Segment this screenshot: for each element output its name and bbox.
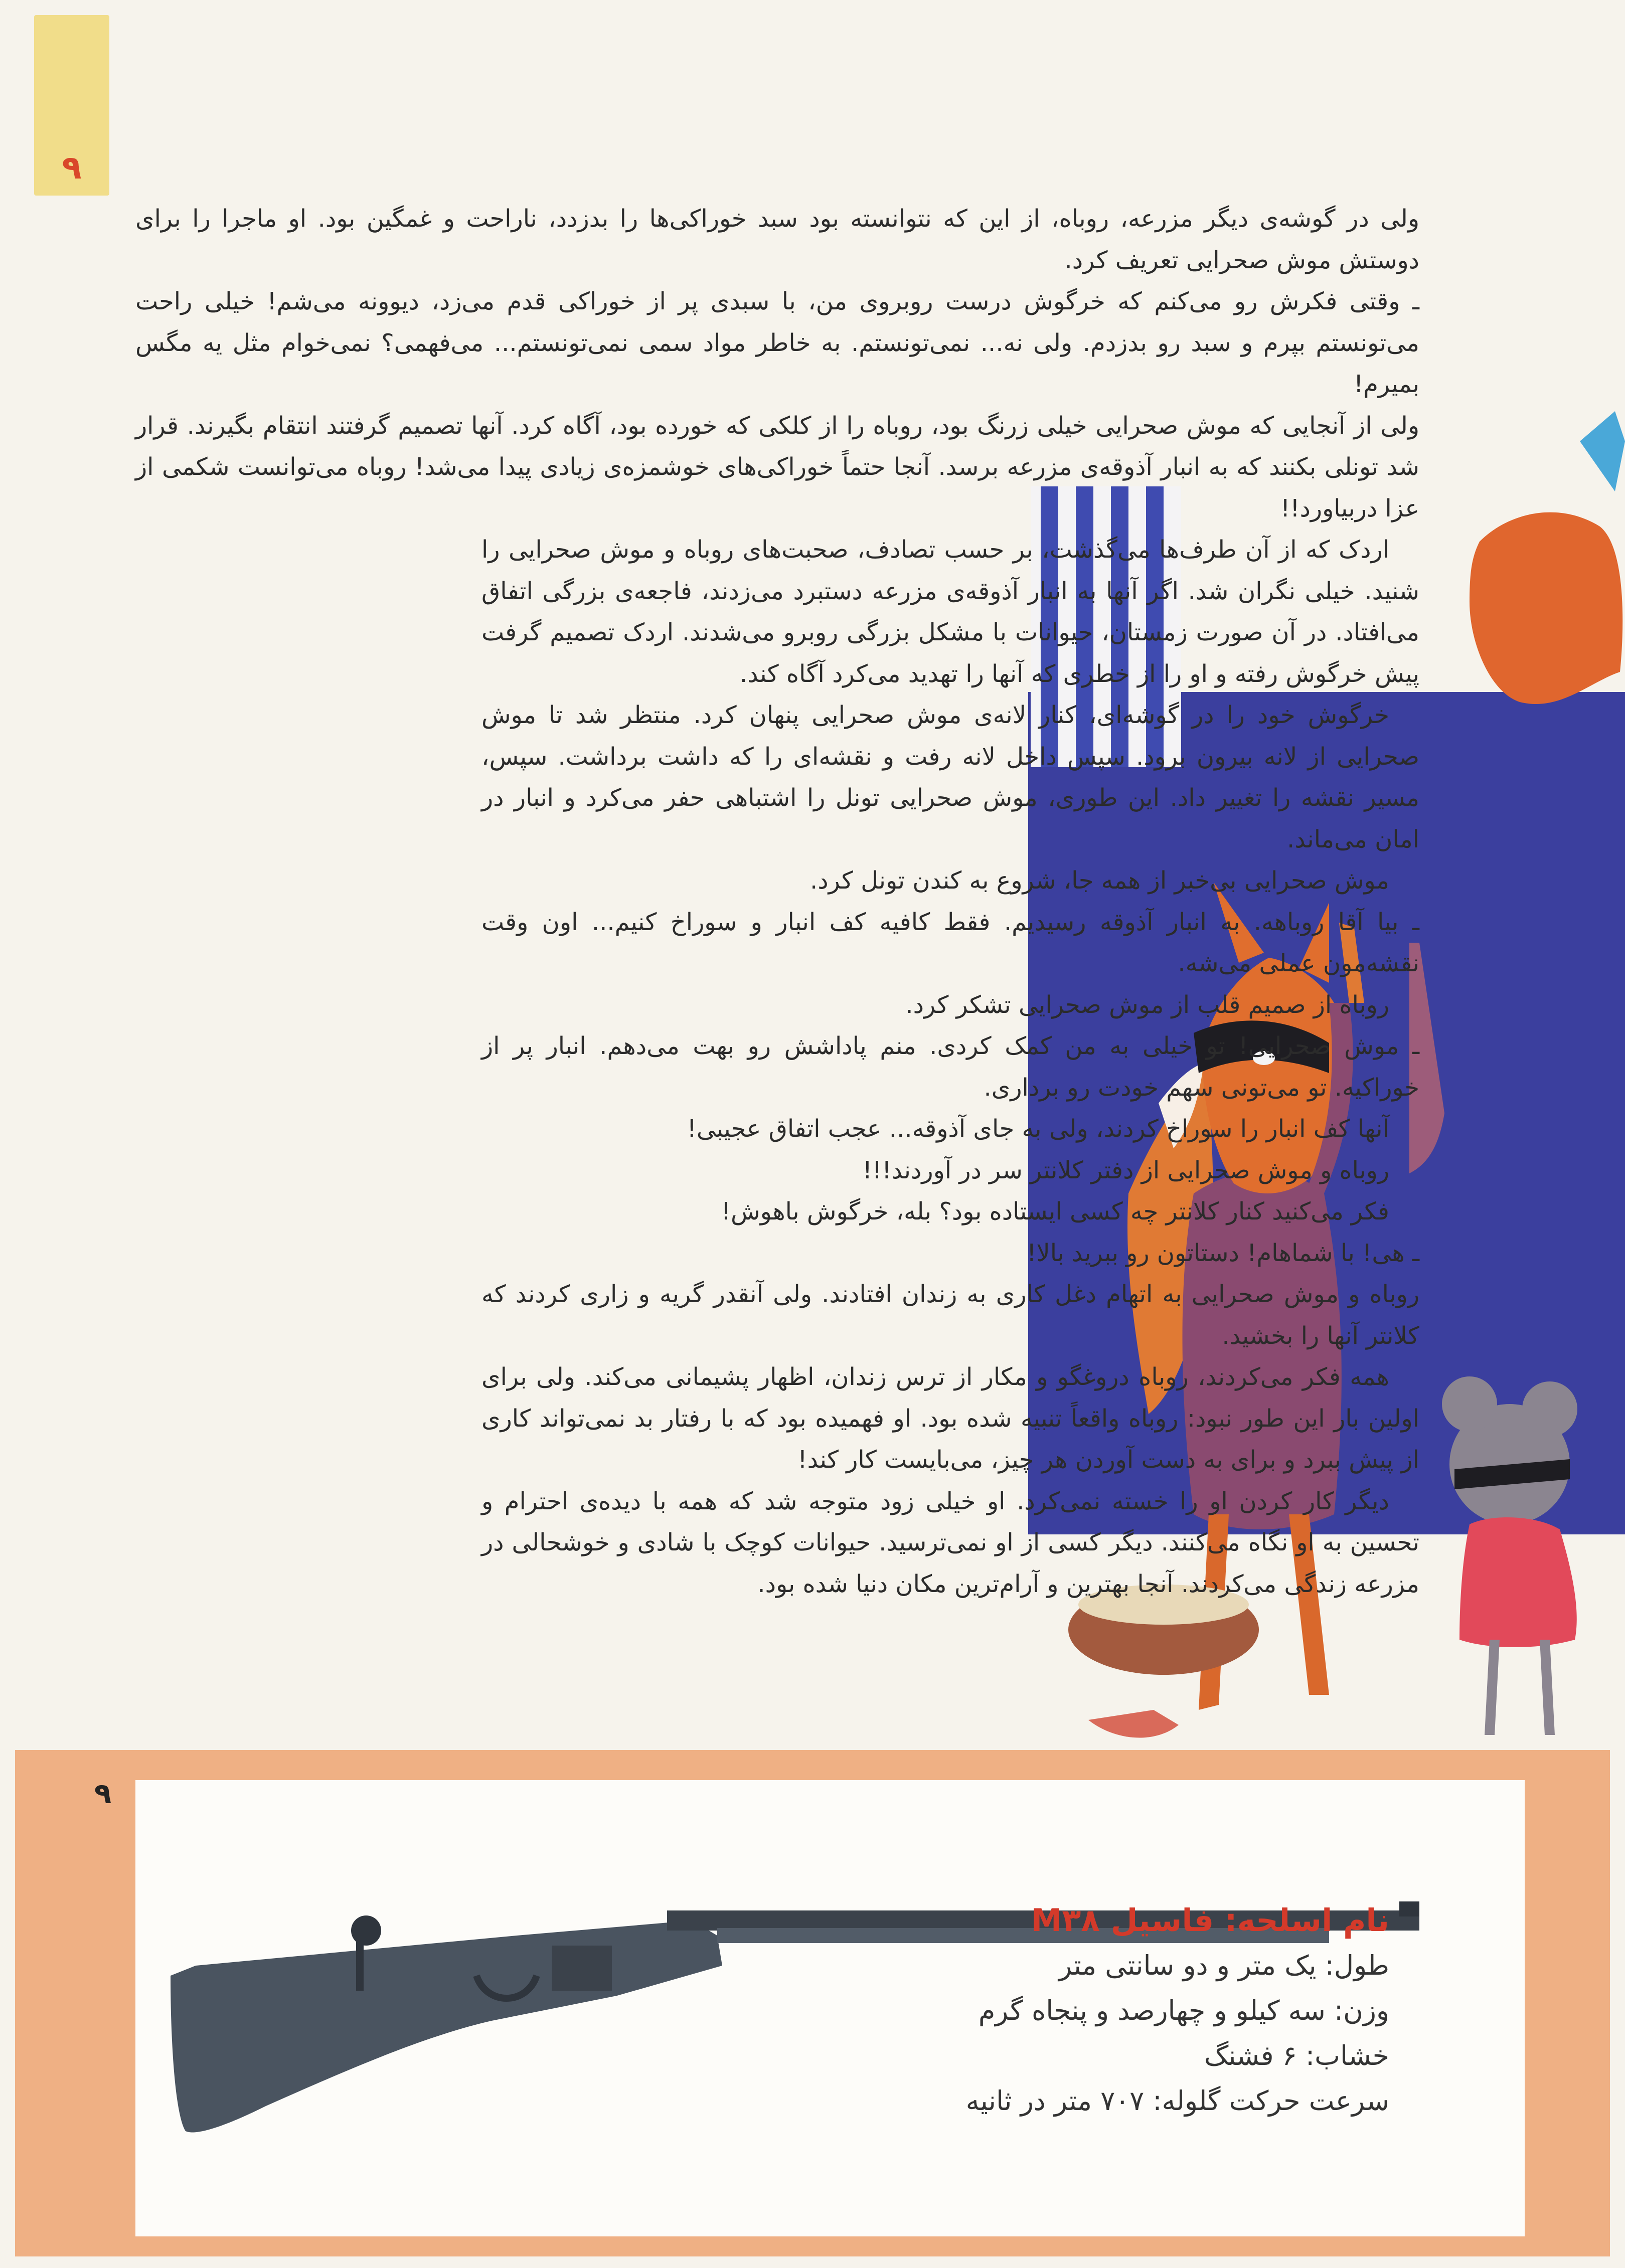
paragraph: فکر می‌کنید کنار کلانتر چه کسی ایستاده بود؟ بله، خرگوش باهوش! <box>721 1197 1389 1226</box>
weapon-weight: وزن: سه کیلو و چهارصد و پنجاه گرم <box>978 1995 1389 2026</box>
weapon-name: نام اسلحه: فاسیل M۳۸ <box>1031 1902 1389 1939</box>
rifle-bolt <box>351 1915 381 1946</box>
paragraph: روباه و موش صحرایی به اتهام دغل کاری به زندان افتادند. ولی آنقدر گریه و زاری کردند که کلانتر آنها را بخشید. <box>481 1280 1419 1350</box>
page-number: ۹ <box>62 149 82 187</box>
mouse-ear-right <box>1522 1381 1577 1437</box>
card-page-number: ۹ <box>94 1778 112 1810</box>
paragraph: ولی در گوشه‌ی دیگر مزرعه، روباه، از این که نتوانسته بود سبد خوراکی‌ها را بدزدد، ناراحت و غمگین بود. او ماجرا را برای دوستش موش صحرایی تعریف کرد. <box>135 205 1419 274</box>
weapon-specs <box>913 1898 1389 2124</box>
weapon-bullet-speed: سرعت حرکت گلوله: ۷۰۷ متر در ثانیه <box>965 2085 1389 2117</box>
rind-piece <box>1088 1710 1179 1737</box>
front-sight <box>1399 1901 1419 1916</box>
paragraph: ـ بیا آقا روباهه. به انبار آذوقه رسیدیم. فقط کافیه کف انبار و سوراخ کنیم... اون وقت نقشه‌مون عملی می‌شه. <box>481 908 1419 977</box>
paragraph: آنها کف انبار را سوراخ کردند، ولی به جای آذوقه... عجب اتفاق عجیبی! <box>687 1115 1389 1143</box>
paragraph: اردک که از آن طرف‌ها می‌گذشت، بر حسب تصادف، صحبت‌های روباه و موش صحرایی را شنید. خیلی نگران شد. اگر آنها به انبار آذوقه‌ی مزرعه دستبرد می‌زدند، فاجعه‌ی بزرگی اتفاق می‌افتاد. در آن صورت زمستان، حیوانات با مشکل بزرگی روبرو می‌شدند. اردک تصمیم گرفت پیش خرگوش رفته و او را از خطری که آنها را تهدید می‌کرد آگاه کند. <box>481 536 1419 688</box>
paragraph: خرگوش خود را در گوشه‌ای، کنار لانه‌ی موش صحرایی پنهان کرد. منتظر شد تا موش صحرایی از لانه بیرون برود. سپس داخل لانه رفت و نقشه‌ای را که داشت برداشت. سپس، مسیر نقشه را تغییر داد. این طوری، موش صحرایی تونل را اشتباهی حفر می‌کرد و انبار در امان می‌ماند. <box>481 701 1419 853</box>
page-number-tab <box>34 15 109 196</box>
paragraph: همه فکر می‌کردند، روباه دروغگو و مکار از ترس زندان، اظهار پشیمانی می‌کند. ولی برای اولین بار این طور نبود: روباه واقعاً تنبیه شده بود. او فهمیده بود که با رفتار بد نمی‌تواند کاری از پیش ببرد و برای به دست آوردن هر چیز، می‌بایست کار کند! <box>481 1363 1419 1474</box>
story-text <box>135 198 1419 1605</box>
paragraph: روباه و موش صحرایی از دفتر کلانتر سر در آوردند!!! <box>862 1156 1389 1184</box>
weapon-magazine: خشاب: ۶ فشنگ <box>1204 2040 1389 2071</box>
rifle-stock <box>171 1921 722 2133</box>
paragraph: موش صحرایی بی‌خبر از همه جا، شروع به کندن تونل کرد. <box>810 866 1389 895</box>
paragraph: ـ هی! با شماهام! دستاتون رو ببرید بالا! <box>1027 1239 1419 1267</box>
rifle-magazine <box>552 1946 612 1991</box>
paragraph: ـ موش صحرایی! تو خیلی به من کمک کردی. منم پاداشش رو بهت می‌دهم. انبار پر از خوراکیه. تو می‌تونی سهم خودت رو برداری. <box>481 1032 1419 1102</box>
weapon-length: طول: یک متر و دو سانتی متر <box>1059 1950 1389 1981</box>
paragraph: ـ وقتی فکرش رو می‌کنم که خرگوش درست روبروی من، با سبدی پر از خوراکی قدم می‌زد، دیوونه می‌شم! خیلی راحت می‌تونستم بپرم و سبد رو بدزدم. ولی نه... نمی‌تونستم. به خاطر مواد سمی نمی‌تونستم... می‌فهمی؟ نمی‌خوام مثل یه مگس بمیرم! <box>135 287 1419 398</box>
paragraph: ولی از آنجایی که موش صحرایی خیلی زرنگ بود، روباه را از کلکی که خورده بود، آگاه کرد. آنها تصمیم گرفتند انتقام بگیرند. قرار شد تونلی بکنند که به انبار آذوقه‌ی مزرعه برسد. آنجا حتماً خوراکی‌های خوشمزه‌ی زیادی پیدا می‌شد! روباه می‌توانست شکمی از عزا دربیاورد!! <box>135 411 1419 522</box>
paragraph: دیگر کار کردن او را خسته نمی‌کرد. او خیلی زود متوجه شد که همه با دیده‌ی احترام و تحسین به او نگاه می‌کنند. دیگر کسی از او نمی‌ترسید. حیوانات کوچک با شادی و خوشحالی در مزرعه زندگی می‌کردند. آنجا بهترین و آرام‌ترین مکان دنیا شده بود. <box>481 1487 1419 1598</box>
mouse-ear-left <box>1442 1376 1497 1432</box>
paragraph: روباه از صمیم قلب از موش صحرایی تشکر کرد. <box>905 990 1389 1019</box>
mouse-dress <box>1459 1517 1577 1647</box>
orange-foliage <box>1470 512 1622 704</box>
